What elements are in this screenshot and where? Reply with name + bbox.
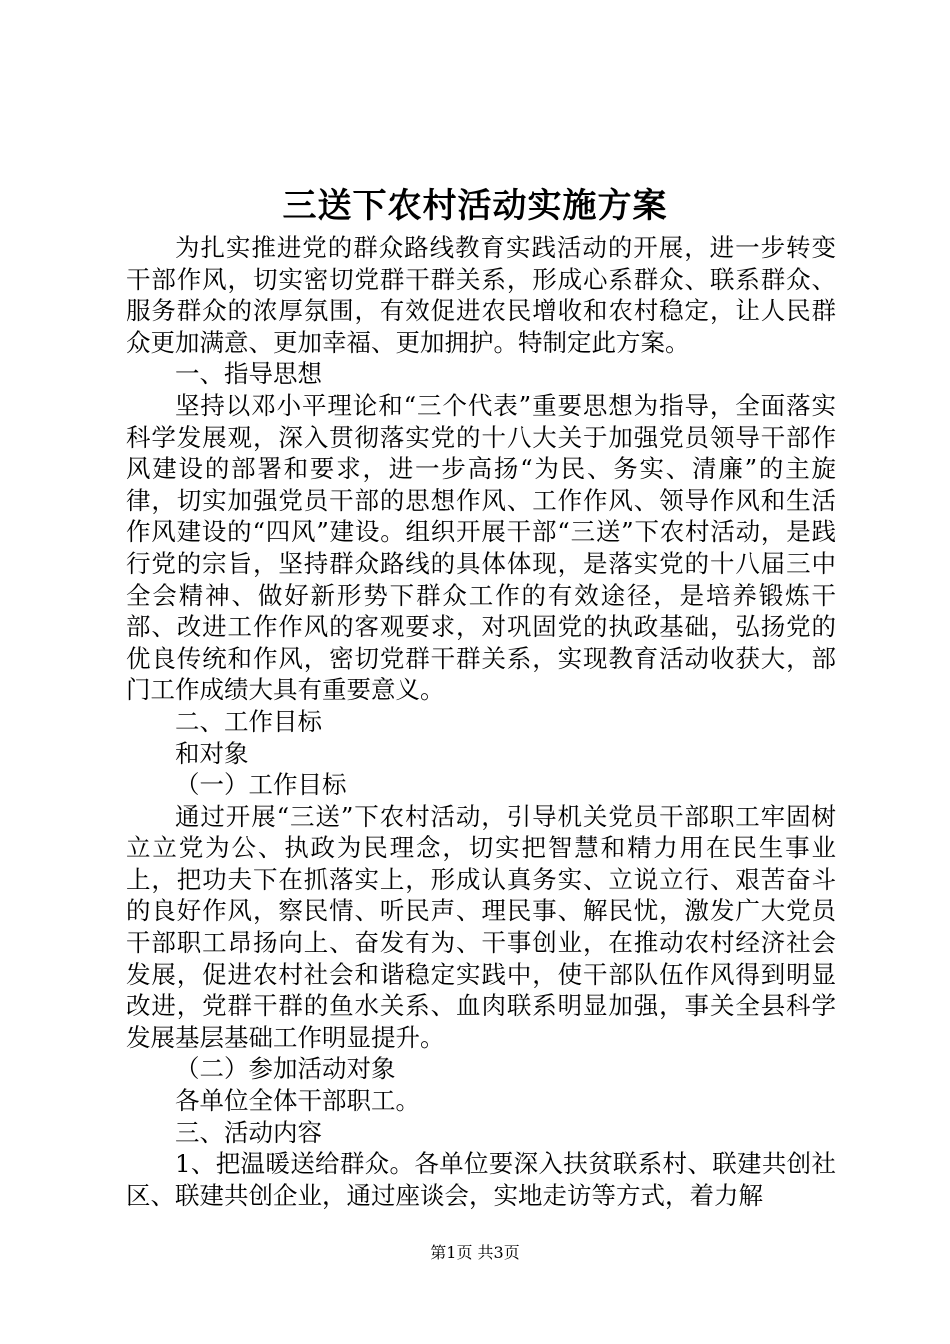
section-heading-guiding-ideology: 一、指导思想	[175, 359, 322, 389]
activity-content-paragraph: 1、把温暖送给群众。各单位要深入扶贫联系村、联建共创社区、联建共创企业，通过座谈会，实地走访等方式，着力解	[126, 1149, 836, 1210]
section-heading-work-goals-continued: 和对象	[175, 738, 249, 768]
participants-paragraph: 各单位全体干部职工。	[175, 1086, 420, 1116]
document-title: 三送下农村活动实施方案	[282, 186, 668, 226]
work-goals-paragraph: 通过开展“三送”下农村活动，引导机关党员干部职工牢固树立立党为公、执政为民理念，切实把智慧和精力用在民生事业上，把功夫下在抓落实上，形成认真务实、立说立行、艰苦奋斗的良好作风，察民情、听民声、理民事、解民忧，激发广大党员干部职工昂扬向上、奋发有为、干事创业，在推动农村经济社会发展，促进农村社会和谐稳定实践中，使干部队伍作风得到明显改进，党群干群的鱼水关系、血肉联系明显加强，事关全县科学发展基层基础工作明显提升。	[126, 801, 836, 1052]
section-heading-work-goals: 二、工作目标	[175, 706, 322, 736]
page-number-footer: 第1页 共3页	[430, 1243, 520, 1262]
guiding-ideology-paragraph: 坚持以邓小平理论和“三个代表”重要思想为指导，全面落实科学发展观，深入贯彻落实党的十八大关于加强党员领导干部作风建设的部署和要求，进一步高扬“为民、务实、清廉”的主旋律，切实加强党员干部的思想作风、工作作风、领导作风和生活作风建设的“四风”建设。组织开展干部“三送”下农村活动，是践行党的宗旨，坚持群众路线的具体体现，是落实党的十八届三中全会精神、做好新形势下群众工作的有效途径，是培养锻炼干部、改进工作作风的客观要求，对巩固党的执政基础，弘扬党的优良传统和作风，密切党群干群关系，实现教育活动收获大，部门工作成绩大具有重要意义。	[126, 390, 836, 705]
intro-paragraph: 为扎实推进党的群众路线教育实践活动的开展，进一步转变干部作风，切实密切党群干群关系，形成心系群众、联系群众、服务群众的浓厚氛围，有效促进农民增收和农村稳定，让人民群众更加满意、更加幸福、更加拥护。特制定此方案。	[126, 233, 836, 357]
section-heading-activity-content: 三、活动内容	[175, 1117, 322, 1147]
document-body	[126, 232, 836, 1211]
subsection-heading-work-goals: （一）工作目标	[175, 770, 347, 800]
subsection-heading-participants: （二）参加活动对象	[175, 1054, 396, 1084]
